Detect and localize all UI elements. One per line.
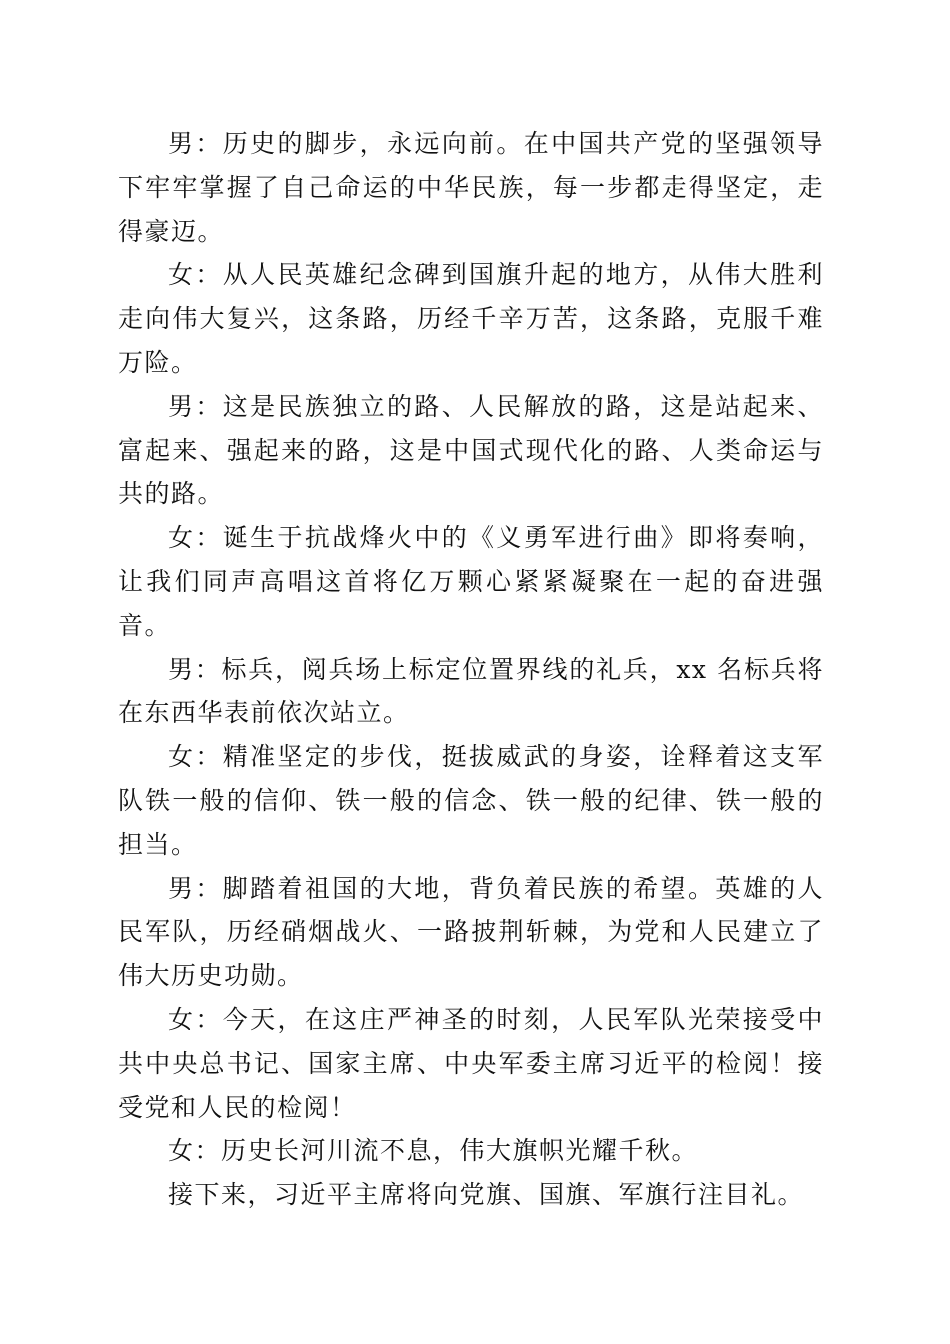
paragraph: 男：历史的脚步，永远向前。在中国共产党的坚强领导下牢牢掌握了自己命运的中华民族，每一步都走得坚定，走得豪迈。 xyxy=(118,129,824,246)
paragraph: 男：这是民族独立的路、人民解放的路，这是站起来、富起来、强起来的路，这是中国式现代化的路、人类命运与共的路。 xyxy=(118,391,824,509)
paragraph: 女：精准坚定的步伐，挺拔威武的身姿，诠释着这支军队铁一般的信仰、铁一般的信念、铁一般的纪律、铁一般的担当。 xyxy=(118,742,824,859)
paragraph: 男：脚踏着祖国的大地，背负着民族的希望。英雄的人民军队，历经硝烟战火、一路披荆斩棘，为党和人民建立了伟大历史功勋。 xyxy=(118,873,824,991)
paragraph: 女：历史长河川流不息，伟大旗帜光耀千秋。 xyxy=(168,1136,699,1166)
paragraph: 女：从人民英雄纪念碑到国旗升起的地方，从伟大胜利走向伟大复兴，这条路，历经千辛万苦，这条路，克服千难万险。 xyxy=(118,260,824,377)
paragraph: 接下来，习近平主席将向党旗、国旗、军旗行注目礼。 xyxy=(168,1180,805,1210)
script-body xyxy=(118,122,824,1217)
paragraph: 男：标兵，阅兵场上标定位置界线的礼兵，xx 名标兵将在东西华表前依次站立。 xyxy=(118,654,824,728)
paragraph: 女：今天，在这庄严神圣的时刻，人民军队光荣接受中共中央总书记、国家主席、中央军委主席习近平的检阅！接受党和人民的检阅！ xyxy=(118,1004,824,1122)
paragraph: 女：诞生于抗战烽火中的《义勇军进行曲》即将奏响，让我们同声高唱这首将亿万颗心紧紧凝聚在一起的奋进强音。 xyxy=(118,523,824,640)
